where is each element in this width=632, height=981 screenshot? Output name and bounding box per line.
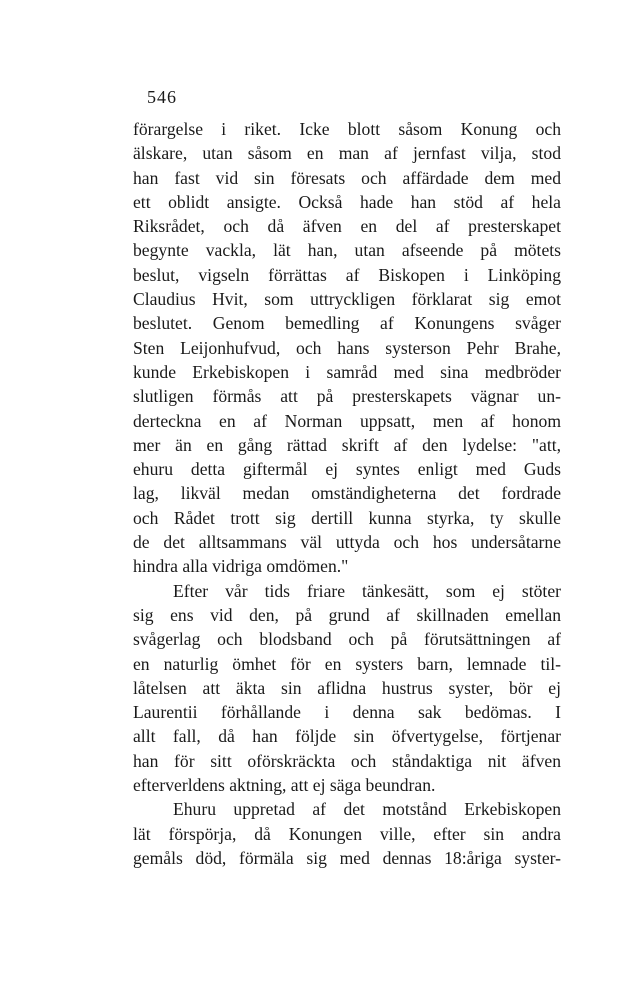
text-line: allt fall, då han följde sin öfvertygelse, förtjenar	[133, 726, 561, 747]
paragraph-start-line: Efter vår tids friare tänkesätt, som ej stöter	[173, 580, 561, 601]
text-line: Laurentii förhållande i denna sak bedömas. I	[133, 702, 561, 723]
paragraph-start-line: Ehuru uppretad af det motstånd Erkebiskopen	[173, 799, 561, 820]
text-line: kunde Erkebiskopen i samråd med sina medbröder	[133, 361, 561, 382]
text-line: ehuru detta giftermål ej syntes enligt med Guds	[133, 459, 561, 480]
text-line: derteckna en af Norman uppsatt, men af honom	[133, 410, 561, 431]
text-line: förargelse i riket. Icke blott såsom Konung och	[133, 119, 561, 139]
text-line: och Rådet trott sig dertill kunna styrka, ty skulle	[133, 507, 561, 528]
text-line: svågerlag och blodsband och på förutsättningen af	[133, 629, 561, 650]
text-line: en naturlig ömhet för en systers barn, lemnade til-	[133, 653, 561, 674]
text-line: efterverldens aktning, att ej säga beundran.	[133, 775, 436, 796]
text-line: hindra alla vidriga omdömen."	[133, 556, 349, 577]
text-line: Sten Leijonhufvud, och hans systerson Pehr Brahe,	[133, 337, 561, 358]
text-line: begynte vackla, lät han, utan afseende på mötets	[133, 240, 561, 261]
text-line: gemåls död, förmäla sig med dennas 18:åriga syster-	[133, 847, 561, 868]
text-line: beslutet. Genom bemedling af Konungens svåger	[133, 313, 561, 334]
body-text	[133, 117, 561, 870]
text-line: han fast vid sin föresats och affärdade dem med	[133, 167, 561, 188]
text-line: låtelsen att äkta sin aflidna hustrus syster, bör ej	[133, 677, 561, 698]
text-line: lät förspörja, då Konungen ville, efter sin andra	[133, 823, 561, 844]
text-line: de det alltsammans väl uttyda och hos undersåtarne	[133, 532, 561, 553]
text-line: beslut, vigseln förrättas af Biskopen i Linköping	[133, 264, 561, 285]
text-line: lag, likväl medan omständigheterna det fordrade	[133, 483, 561, 504]
text-line: slutligen förmås att på presterskapets vägnar un-	[133, 386, 561, 407]
text-line: mer än en gång rättad skrift af den lydelse: "att,	[133, 434, 561, 455]
text-line: älskare, utan såsom en man af jernfast vilja, stod	[133, 143, 561, 164]
text-line: han för sitt oförskräckta och ståndaktiga nit äfven	[133, 750, 561, 771]
text-line: Claudius Hvit, som uttryckligen förklarat sig emot	[133, 289, 561, 310]
text-line: sig ens vid den, på grund af skillnaden emellan	[133, 604, 561, 625]
text-line: ett oblidt ansigte. Också hade han stöd af hela	[133, 191, 561, 212]
text-line: Riksrådet, och då äfven en del af presterskapet	[133, 216, 561, 237]
page-number: 546	[147, 87, 177, 107]
